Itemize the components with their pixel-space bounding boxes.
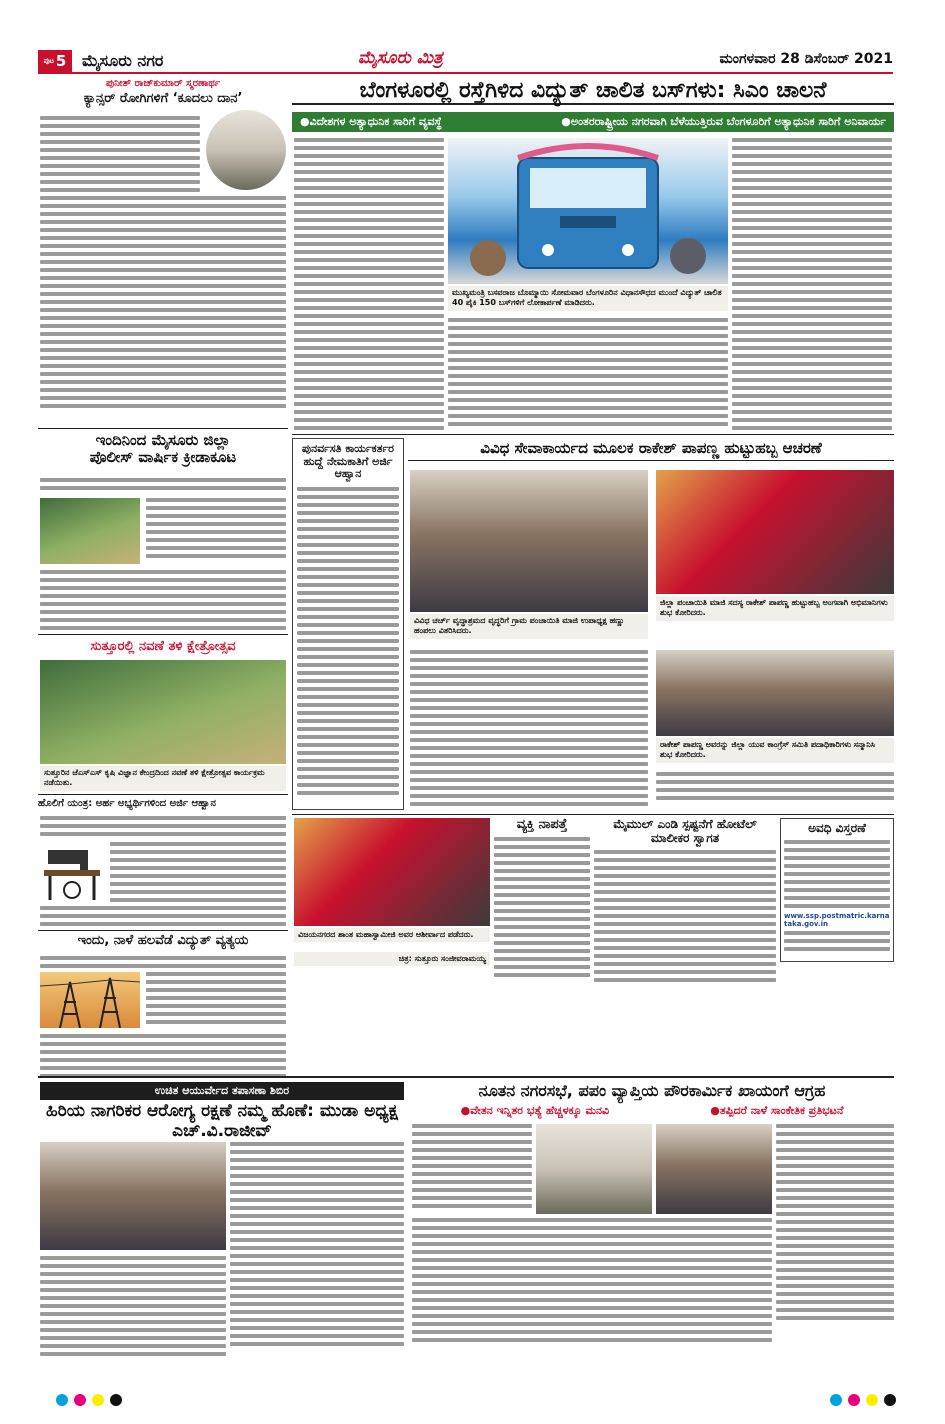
portal-url[interactable]: www.ssp.postmatric.karnataka.gov.in [784,911,890,928]
story-police-sports [38,432,288,467]
article-text [656,772,894,804]
article-text [40,1034,286,1082]
story-subheadlines [410,1104,894,1118]
photo-caption: ರಾಕೇಶ್ ಪಾಪಣ್ಣ ಅವರನ್ನು ಜಿಲ್ಲಾ ಯುವ ಕಾಂಗ್ರೆಸ್ ಸಮಿತಿ ಪದಾಧಿಕಾರಿಗಳು ಸನ್ಮಾನಿಸಿ ಶುಭ ಕೋರಿದರು. [656,738,894,763]
dateline: ಮಂಗಳವಾರ 28 ಡಿಸೆಂಬರ್ 2021 [719,51,893,67]
story-headline: ಪೊಲೀಸ್ ವಾರ್ಷಿಕ ಕ್ರೀಡಾಕೂಟ [89,448,237,467]
health-camp-photo [40,1142,226,1250]
story-missing-person [494,818,590,981]
masthead-logo: ಮೈಸೂರು ಮಿತ್ರ [358,48,443,68]
cyan-mark [830,1394,842,1406]
divider [38,428,288,429]
rakesh-photo-3 [656,650,894,736]
story-headline: ಹಿರಿಯ ನಾಗರಿಕರ ಆರೋಗ್ಯ ರಕ್ಷಣೆ ನಮ್ಮ ಹೊಣೆ: ಮುಡಾ ಅಧ್ಯಕ್ಷ ಎಚ್.ವಿ.ರಾಜೀವ್ [46,1101,398,1141]
photo-caption: ವಿವಿಧ ಚರ್ಚ್ ವೃದ್ಧಾಶ್ರಮದ ವೃದ್ಧರಿಗೆ ಗ್ರಾಮ ಪಂಚಾಯಿತಿ ಮಾಜಿ ಉಪಾಧ್ಯಕ್ಷ ಹಣ್ಣು ಹಂಪಲು ವಿತರಿಸಿದರು. [410,614,648,639]
page-number-badge: ಪುಟ 5 [38,50,72,72]
portrait-photo [206,110,286,190]
article-text [784,840,890,908]
rakesh-photo-2 [656,470,894,594]
lead-headline: ಬೆಂಗಳೂರಲ್ಲಿ ರಸ್ತೆಗಿಳಿದ ವಿದ್ಯುತ್ ಚಾಲಿತ ಬಸ್‌ಗಳು: ಸಿಎಂ ಚಾಲನೆ [292,78,894,105]
story-headline: ಮೈಮುಲ್ ಎಂಡಿ ಸ್ಪಷ್ಟನೆಗೆ ಹೋಟೆಲ್ ಮಾಲೀಕರ ಸ್ವಾಗತ [613,817,757,845]
story-headline: ಕ್ಯಾನ್ಸರ್ ರೋಗಿಗಳಿಗೆ ‘ಕೂದಲು ದಾನ’ [83,90,243,106]
article-text [732,138,892,434]
divider [292,434,894,435]
sewing-machine-image [42,842,104,902]
divider [292,814,894,815]
photo-caption: ಜಿಲ್ಲಾ ಪಂಚಾಯಿತಿ ಮಾಜಿ ಸದಸ್ಯ ರಾಕೇಶ್ ಪಾಪಣ್ಣ ಹುಟ್ಟುಹಬ್ಬ ಅಂಗವಾಗಿ ಅಭಿಮಾನಿಗಳು ಶುಭ ಕೋರಿದರು. [656,596,894,621]
photo-caption: ಸುತ್ತೂರಿನ ಜೆಎಸ್‌ಎಸ್ ಕೃಷಿ ವಿಜ್ಞಾನ ಕೇಂದ್ರದಿಂದ ನವಣೆ ತಳಿ ಕ್ಷೇತ್ರೋತ್ಸವ ಕಾರ್ಯಕ್ರಮ ನಡೆಯಿತು. [40,766,286,791]
yellow-mark [92,1394,104,1406]
swamiji-photo [294,818,490,926]
story-deadline-extension [780,818,894,962]
article-text [40,816,286,840]
article-text [40,956,286,972]
article-text [412,1218,772,1346]
story-headline: ನೂತನ ನಗರಸಭೆ, ಪಪಂ ವ್ಯಾಪ್ತಿಯ ಪೌರಕಾರ್ಮಿಕ ಖಾಯಂಗೆ ಆಗ್ರಹ [478,1081,826,1100]
power-tower-photo [40,972,140,1028]
article-text [410,650,648,810]
magenta-mark [848,1394,860,1406]
pourakarmika-photo-1 [536,1124,652,1214]
rakesh-photo-1 [410,470,648,612]
divider [38,1076,894,1078]
article-text [40,116,200,196]
article-text [40,906,286,930]
photo-credit: ಚಿತ್ರ: ಸುತ್ತೂರು ಸಂಜೀವರಾಮಯ್ಯ [294,952,490,966]
article-text [412,1124,532,1212]
story-headline: ಹೊಲಿಗೆ ಯಂತ್ರ: ಅರ್ಹ ಅಭ್ಯರ್ಥಿಗಳಿಂದ ಅರ್ಜಿ ಆಹ್ವಾನ [38,798,216,809]
article-text [110,842,286,906]
article-text [776,1124,894,1324]
story-headline: ಇಂದಿನಿಂದ ಮೈಸೂರು ಜಿಲ್ಲಾ [95,431,231,449]
cyan-mark [56,1394,68,1406]
registration-marks-left [56,1394,122,1406]
article-text [594,850,776,982]
divider [38,930,288,931]
photo-caption: ಮುಖ್ಯಮಂತ್ರಿ ಬಸವರಾಜ ಬೊಮ್ಮಾಯಿ ಸೋಮವಾರ ಬೆಂಗಳೂರಿನ ವಿಧಾನಸೌಧದ ಮುಂದೆ ವಿದ್ಯುತ್ ಚಾಲಿತ 40 ಪೈಕಿ 150 ಬಸ್‌ಗಳಿಗೆ ಲೋಕಾರ್ಪಣೆ ಮಾಡಿದರು. [448,286,728,311]
electric-bus-photo [448,138,728,284]
story-headline: ಪುನರ್ವಸತಿ ಕಾರ್ಯಕರ್ತರ ಹುದ್ದೆ ನೇಮಕಾತಿಗೆ ಅರ್ಜಿ ಆಹ್ವಾನ [302,442,394,481]
divider [38,794,288,795]
black-mark [110,1394,122,1406]
story-headline: ವ್ಯಕ್ತಿ ನಾಪತ್ತೆ [516,817,568,832]
article-text [40,196,286,412]
story-headline: ಇಂದು, ನಾಳೆ ಹಲವೆಡೆ ವಿದ್ಯುತ್ ವ್ಯತ್ಯಯ [77,933,249,948]
article-text [40,1256,226,1360]
article-text [40,570,286,634]
subheadline-right: ●ಅಂತರರಾಷ್ಟ್ರೀಯ ನಗರವಾಗಿ ಬೆಳೆಯುತ್ತಿರುವ ಬೆಂಗಳೂರಿಗೆ ಅತ್ಯಾಧುನಿಕ ಸಾರಿಗೆ ಅನಿವಾರ್ಯ [561,115,886,128]
story-punarvasathi [292,438,404,810]
yellow-mark [866,1394,878,1406]
story-kicker: ಉಚಿತ ಆಯುರ್ವೇದ ತಪಾಸಣಾ ಶಿಬಿರ [40,1082,404,1100]
story-puneeth [38,78,288,106]
page-header [38,50,893,74]
article-text [230,1142,404,1350]
magenta-mark [74,1394,86,1406]
registration-marks-right [830,1394,896,1406]
story-headline: ಸುತ್ತೂರಲ್ಲಿ ನವಣೆ ತಳಿ ಕ್ಷೇತ್ರೋತ್ಸವ [90,639,236,654]
story-headline: ವಿವಿಧ ಸೇವಾಕಾರ್ಯದ ಮೂಲಕ ರಾಕೇಶ್ ಪಾಪಣ್ಣ ಹುಟ್ಟುಹಬ್ಬ ಆಚರಣೆ [408,440,894,461]
photo-caption: ವಿಜಯನಗರದ ಶಾಂತ ಮಹಾಸ್ವಾಮೀಜಿ ಅವರ ಆಶೀರ್ವಾದ ಪಡೆದರು. [294,928,490,942]
story-headline: ಅವಧಿ ವಿಸ್ತರಣೆ [808,821,866,835]
section-title: ಮೈಸೂರು ನಗರ [82,51,164,70]
article-text [40,478,286,494]
divider [38,634,288,635]
pourakarmika-photo-2 [656,1124,772,1214]
article-text [297,487,399,795]
article-text [784,931,890,951]
article-text [494,837,590,977]
story-kicker: ಪುನೀತ್ ರಾಜ್‌ಕುಮಾರ್ ಸ್ಮರಣಾರ್ಥ [105,78,221,89]
article-text [448,318,728,430]
story-mymul [594,818,776,986]
sports-photo [40,498,140,564]
article-text [294,138,444,434]
article-text [146,972,286,1028]
black-mark [884,1394,896,1406]
article-text [146,498,286,562]
subheadline-right: ●ತಪ್ಪಿದರೆ ನಾಳೆ ಸಾಂಕೇತಿಕ ಪ್ರತಿಭಟನೆ [710,1104,844,1117]
subheadline-left: ●ವೇತನ ಇನ್ನಿತರ ಭತ್ಯೆ ಹೆಚ್ಚಳಕ್ಕೂ ಮನವಿ [460,1104,610,1117]
field-photo [40,660,286,764]
subheadline-left: ●ವಿದೇಶಗಳ ಅತ್ಯಾಧುನಿಕ ಸಾರಿಗೆ ವ್ಯವಸ್ಥೆ [300,115,442,128]
lead-subheadline-banner [292,112,894,132]
